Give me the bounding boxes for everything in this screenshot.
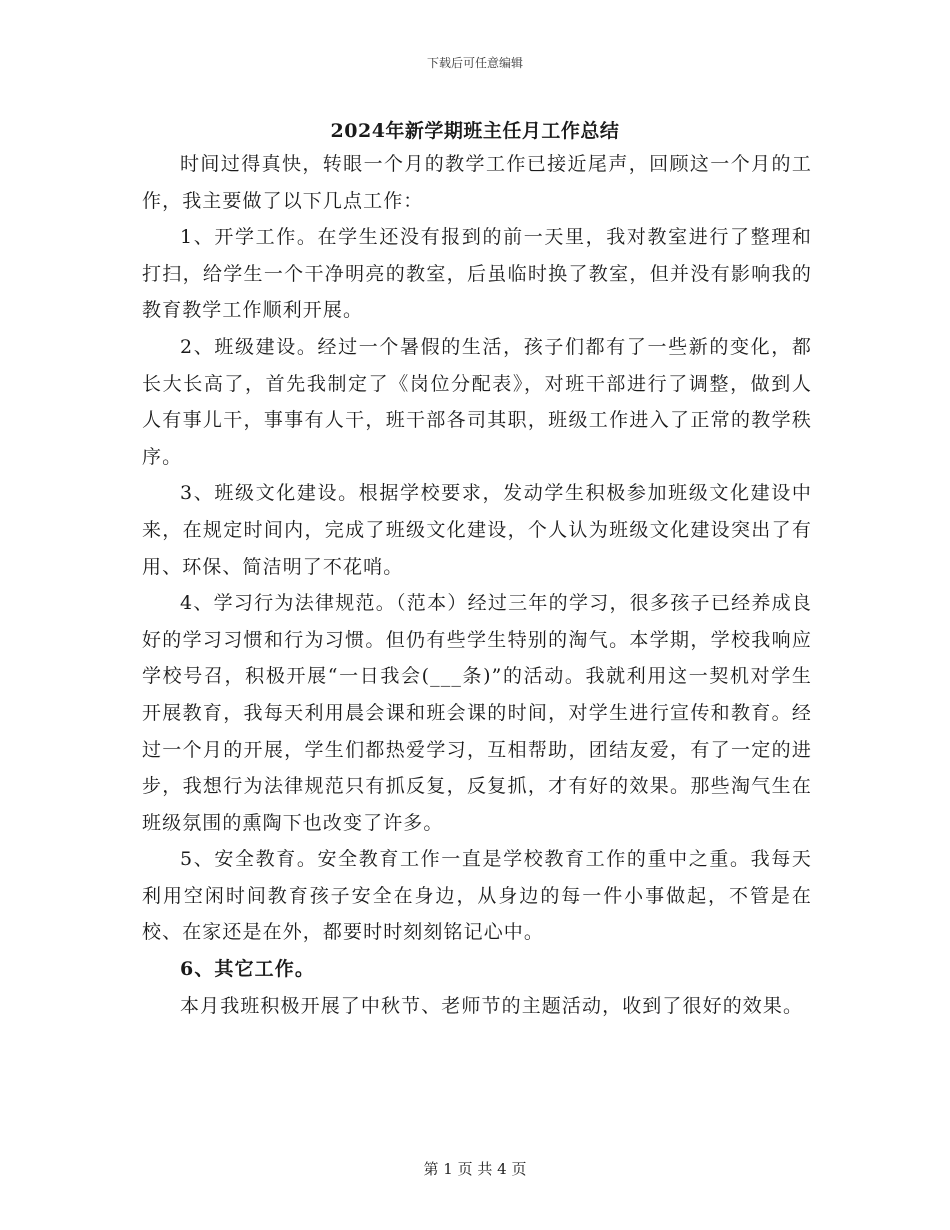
paragraph-school-opening: 1、开学工作。在学生还没有报到的前一天里，我对教室进行了整理和打扫，给学生一个干净明亮的教室，后虽临时换了教室，但并没有影响我的教育教学工作顺利开展。: [142, 226, 812, 322]
paragraph-behavior-norms: 4、学习行为法律规范。（范本）经过三年的学习，很多孩子已经养成良好的学习习惯和行为习惯。但仍有些学生特别的淘气。本学期，学校我响应学校号召，积极开展“一日我会(___条)”的活动。我就利用这一契机对学生开展教育，我每天利用晨会课和班会课的时间，对学生进行宣传和教育。经过一个月的开展，学生们都热爱学习，互相帮助，团结友爱，有了一定的进步，我想行为法律规范只有抓反复，反复抓，才有好的效果。那些淘气生在班级氛围的熏陶下也改变了许多。: [142, 592, 812, 834]
paragraph-other-work: 本月我班积极开展了中秋节、老师节的主题活动，收到了很好的效果。: [180, 994, 804, 1017]
paragraph-class-culture: 3、班级文化建设。根据学校要求，发动学生积极参加班级文化建设中来，在规定时间内，完成了班级文化建设，个人认为班级文化建设突出了有用、环保、简洁明了不花哨。: [142, 482, 812, 578]
paragraph-class-building: 2、班级建设。经过一个暑假的生活，孩子们都有了一些新的变化，都长大长高了，首先我制定了《岗位分配表》，对班干部进行了调整，做到人人有事儿干，事事有人干，班干部各司其职，班级工作进入了正常的教学秩序。: [142, 335, 812, 468]
paragraph-safety-education: 5、安全教育。安全教育工作一直是学校教育工作的重中之重。我每天利用空闲时间教育孩子安全在身边，从身边的每一件小事做起，不管是在校、在家还是在外，都要时时刻刻铭记心中。: [142, 848, 812, 944]
document-body: [142, 146, 812, 1024]
header-note: 下载后可任意编辑: [426, 56, 523, 70]
section-heading-other-work: 6、其它工作。: [180, 958, 315, 981]
intro-paragraph: 时间过得真快，转眼一个月的教学工作已接近尾声，回顾这一个月的工作，我主要做了以下几点工作：: [142, 153, 812, 212]
page-number: 第 1 页 共 4 页: [423, 1160, 527, 1178]
document-title: 2024年新学期班主任月工作总结: [330, 120, 620, 142]
